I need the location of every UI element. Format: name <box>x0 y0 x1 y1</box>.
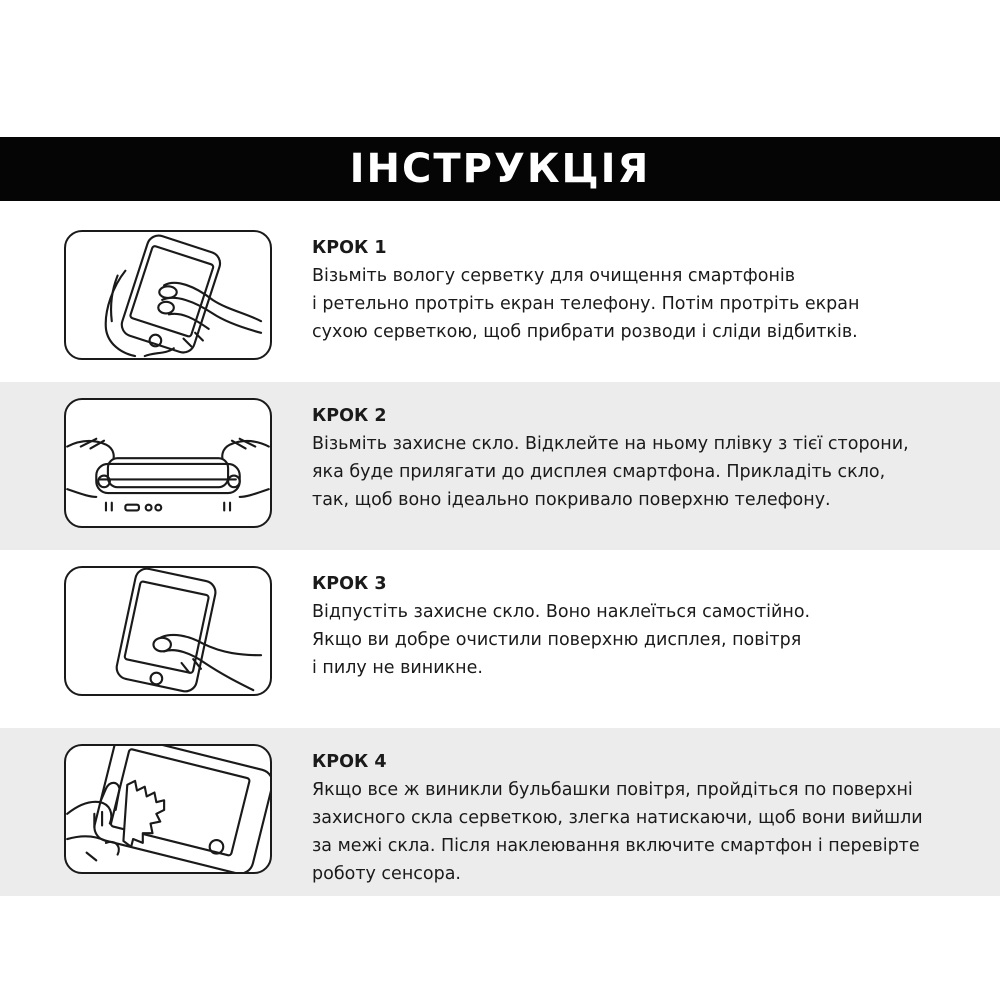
step-4 <box>0 728 1000 896</box>
step-3-line-2: Якщо ви добре очистили поверхню дисплея, повітря <box>312 630 802 650</box>
step-4-line-4: роботу сенсора. <box>312 864 461 884</box>
tap-screen-icon <box>66 568 270 694</box>
step-4-line-2: захисного скла серветкою, злегка натискаючи, щоб вони вийшли <box>312 808 923 828</box>
step-4-illustration <box>64 744 272 874</box>
instruction-banner <box>0 137 1000 201</box>
step-3-line-1: Відпустіть захисне скло. Воно наклеїться самостійно. <box>312 602 811 622</box>
remove-bubbles-icon <box>66 746 270 872</box>
step-1-title: КРОК 1 <box>312 238 387 258</box>
step-1-illustration <box>64 230 272 360</box>
wipe-phone-icon <box>66 232 270 358</box>
step-2 <box>0 382 1000 550</box>
step-2-line-3: так, щоб воно ідеально покривало поверхню телефону. <box>312 490 831 510</box>
step-1-line-3: сухою серветкою, щоб прибрати розводи і сліди відбитків. <box>312 322 858 342</box>
step-1-line-2: і ретельно протріть екран телефону. Потім протріть екран <box>312 294 860 314</box>
step-1-line-1: Візьміть вологу серветку для очищення смартфонів <box>312 266 796 286</box>
step-2-line-2: яка буде прилягати до дисплея смартфона. Прикладіть скло, <box>312 462 886 482</box>
step-2-illustration <box>64 398 272 528</box>
page-title: ІНСТРУКЦІЯ <box>349 146 651 192</box>
apply-glass-icon <box>66 400 270 526</box>
step-2-line-1: Візьміть захисне скло. Відклейте на ньому плівку з тієї сторони, <box>312 434 909 454</box>
step-2-title: КРОК 2 <box>312 406 387 426</box>
step-4-line-3: за межі скла. Після наклеювання включите смартфон і перевірте <box>312 836 920 856</box>
step-4-title: КРОК 4 <box>312 752 387 772</box>
step-3-line-3: і пилу не виникне. <box>312 658 483 678</box>
step-3-title: КРОК 3 <box>312 574 387 594</box>
step-3 <box>0 550 1000 718</box>
step-4-line-1: Якщо все ж виникли бульбашки повітря, пройдіться по поверхні <box>312 780 913 800</box>
step-1 <box>0 214 1000 382</box>
step-3-illustration <box>64 566 272 696</box>
